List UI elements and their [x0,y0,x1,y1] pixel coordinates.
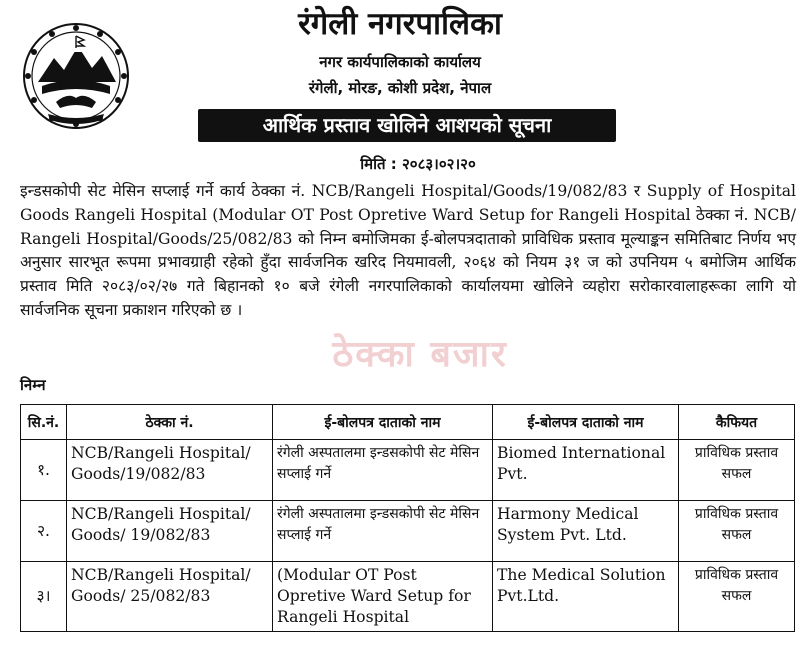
row-sn: २. [21,501,67,562]
watermark: ठेक्का बजार [332,334,508,375]
header-contract-no: ठेक्का नं. [67,405,273,440]
row-work: रंगेली अस्पतालमा इन्डसकोपी सेट मेसिन सप्लाई गर्ने [273,440,493,501]
header-bidder-name-2: ई-बोलपत्र दाताको नाम [493,405,679,440]
row-contract: NCB/Rangeli Hospital/ Goods/ 19/082/83 [67,501,273,562]
list-label: निम्न [20,376,46,394]
row-contract: NCB/Rangeli Hospital/ Goods/19/082/83 [67,440,273,501]
row-remark: प्राविधिक प्रस्ताव सफल [679,440,795,501]
row-work: रंगेली अस्पतालमा इन्डसकोपी सेट मेसिन सप्लाई गर्ने [273,501,493,562]
municipality-title: रंगेली नगरपालिका [298,6,502,42]
row-remark: प्राविधिक प्रस्ताव सफल [679,562,795,632]
office-address: रंगेली, मोरङ, कोशी प्रदेश, नेपाल [308,79,492,97]
notice-paragraph: इन्डसकोपी सेट मेसिन सप्लाई गर्ने कार्य ठेक्का नं. NCB/Rangeli Hospital/Goods/19/082/83 र Supply of Hospital Goods Rangeli Hospital (Modular OT Post Opretive Ward Setup for Rangeli Hospital ठेक्का नं. NCB/ Rangeli Hospital/Goods/25/082/83 को निम्न बमोजिमका ई-बोलपत्रदाताको प्राविधिक प्रस्ताव मूल्याङ्कन समितिबाट निर्णय भए अनुसार सारभूत रूपमा प्रभावग्राही रहेको हुँदा सार्वजनिक खरिद नियमावली, २०६४ को नियम ३१ ज को उपनियम ५ बमोजिम आर्थिक प्रस्ताव मिति २०८३/०२/२७ गते बिहानको १० बजे रंगेली नगरपालिकाको कार्यालयमा खोलिने व्यहोरा सरोकारवालाहरूका लागि यो सार्वजनिक सूचना प्रकाशन गरिएको छ । [20,182,796,319]
row-remark: प्राविधिक प्रस्ताव सफल [679,501,795,562]
row-bidder: The Medical Solution Pvt.Ltd. [493,562,679,632]
header-remark: कैफियत [679,405,795,440]
notice-banner: आर्थिक प्रस्ताव खोलिने आशयको सूचना [198,109,616,142]
row-contract: NCB/Rangeli Hospital/ Goods/ 25/082/83 [67,562,273,632]
office-subtitle: नगर कार्यपालिकाको कार्यालय [319,53,481,71]
table-row [21,562,795,632]
table-row [21,501,795,562]
row-sn: १. [21,440,67,501]
notice-date: मिति : २०८३।०२।२० [360,155,476,173]
header-bidder-name: ई-बोलपत्र दाताको नाम [273,405,493,440]
header-sn: सि.नं. [21,405,67,440]
row-bidder: Harmony Medical System Pvt. Ltd. [493,501,679,562]
row-work: (Modular OT Post Opretive Ward Setup for Rangeli Hospital [273,562,493,632]
row-bidder: Biomed International Pvt. [493,440,679,501]
table-row [21,440,795,501]
bidder-table [20,404,795,632]
table-header-row [21,405,795,440]
nepal-government-emblem-icon [22,22,130,130]
row-sn: ३। [21,562,67,632]
